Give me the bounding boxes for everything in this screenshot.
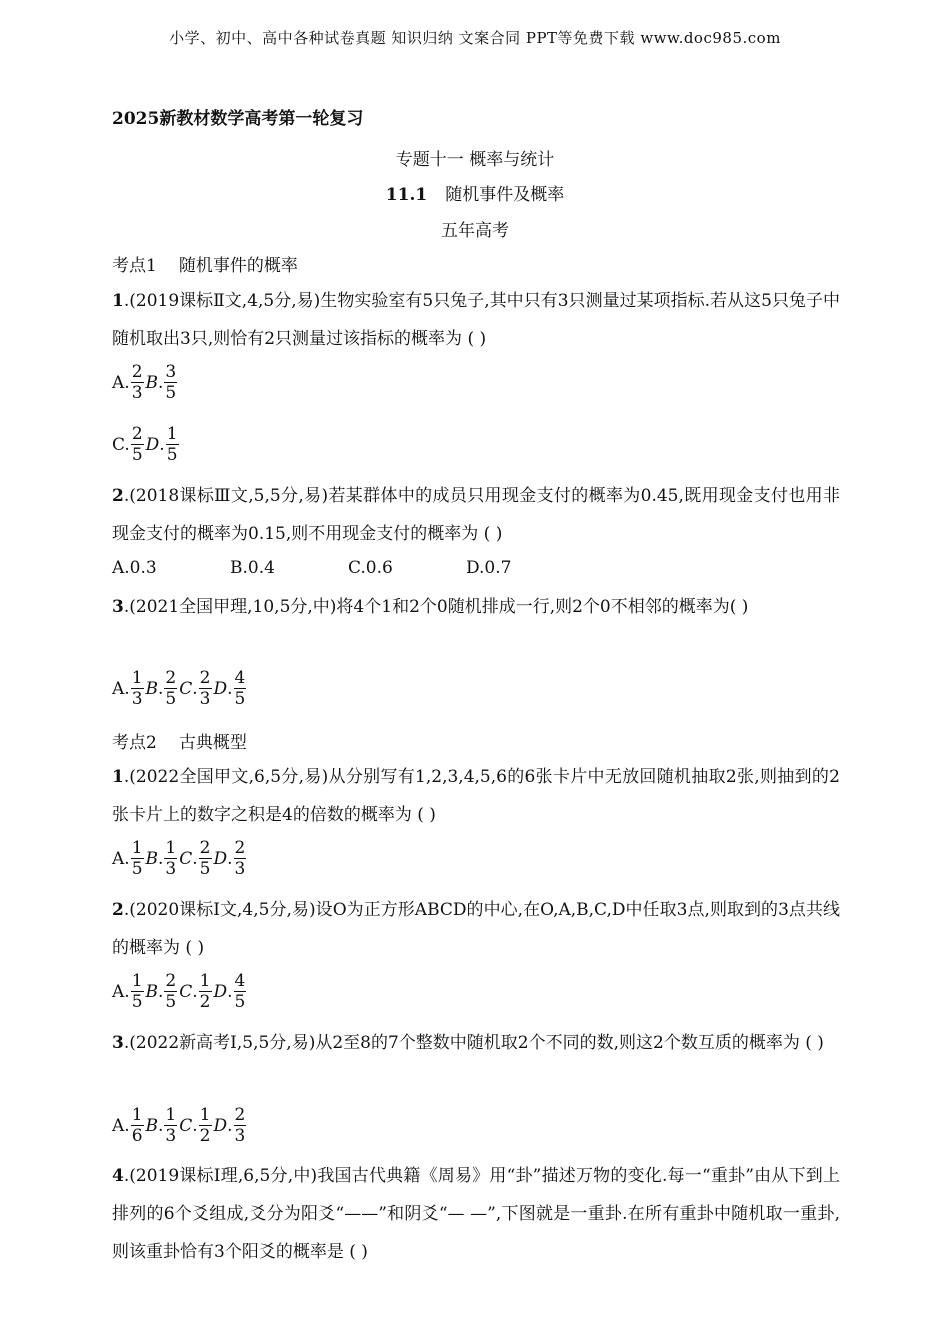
option-d-fraction: $\frac{4}{5}$ [234,971,246,1012]
question-2-3 [112,1024,840,1062]
option-d: D.0.7 [466,558,512,578]
document-title: 2025新教材数学高考第一轮复习 [112,109,364,129]
option-a-fraction: $\frac{1}{6}$ [131,1105,143,1146]
option-c-fraction: $\frac{1}{2}$ [199,971,211,1012]
subtopic-heading [0,180,950,205]
question-text: .(2019课标Ⅰ理,6,5分,中)我国古代典籍《周易》用“卦”描述万物的变化.每一“重卦”由从下到上排列的6个爻组成,爻分为阳爻“——”和阴爻“— —”,下图就是一重卦.在所有重卦中随机取一重卦,则该重卦恰有3个阳爻的概率是 ( ) [112,1166,840,1262]
option-d-fraction: $\frac{4}{5}$ [234,668,246,709]
option-c-fraction: $\frac{2}{5}$ [199,838,211,879]
subtopic-title: 随机事件及概率 [445,185,565,205]
options-row: A. $\frac{1}{6}$ B . $\frac{1}{3}$ C . $\frac{1}{2}$ D . $\frac{2}{3}$ [112,1105,246,1146]
option-a-fraction: $\frac{1}{5}$ [131,838,143,879]
section-heading-2 [112,728,247,753]
option-b-fraction: $\frac{2}{5}$ [165,668,177,709]
option-b: B.0.4 [230,558,275,578]
option-c-fraction: $\frac{2}{5}$ [131,424,143,465]
options-row: C. $\frac{2}{5}$ D . $\frac{1}{5}$ [112,424,178,465]
option-d-fraction: $\frac{2}{3}$ [234,838,246,879]
option-b-fraction: $\frac{1}{3}$ [165,1105,177,1146]
options-row [112,558,584,578]
question-2-1 [112,758,840,834]
question-text: .(2021全国甲理,10,5分,中)将4个1和2个0随机排成一行,则2个0不相邻的概率为( ) [123,597,749,617]
option-d-fraction: $\frac{1}{5}$ [166,424,178,465]
question-text: .(2020课标Ⅰ文,4,5分,易)设O为正方形ABCD的中心,在O,A,B,C,D中任取3点,则取到的3点共线的概率为 ( ) [112,900,840,958]
section-heading-1 [112,251,298,276]
options-row: A. $\frac{2}{3}$ B . $\frac{3}{5}$ [112,362,177,403]
question-number: 2 [112,900,124,920]
option-a-fraction: $\frac{1}{3}$ [131,668,143,709]
option-a-fraction: $\frac{1}{5}$ [131,971,143,1012]
question-2-2 [112,891,840,967]
option-c: C.0.6 [348,558,393,578]
options-row: A. $\frac{1}{5}$ B . $\frac{1}{3}$ C . $\frac{2}{5}$ D . $\frac{2}{3}$ [112,838,246,879]
topic-heading: 专题十一 概率与统计 [395,150,555,170]
section-title: 古典概型 [178,733,247,753]
question-text: .(2018课标Ⅲ文,5,5分,易)若某群体中的成员只用现金支付的概率为0.45,既用现金支付也用非现金支付的概率为0.15,则不用现金支付的概率为 ( ) [112,486,840,544]
question-text: .(2022新高考Ⅰ,5,5分,易)从2至8的7个整数中随机取2个不同的数,则这2个数互质的概率为 ( ) [123,1033,824,1053]
option-b-fraction: $\frac{3}{5}$ [165,362,177,403]
section-title: 随机事件的概率 [178,256,298,276]
question-number: 3 [112,1033,124,1053]
option-d-fraction: $\frac{2}{3}$ [234,1105,246,1146]
question-2-4 [112,1157,840,1271]
question-text: .(2022全国甲文,6,5分,易)从分别写有1,2,3,4,5,6的6张卡片中无放回随机抽取2张,则抽到的2张卡片上的数字之积是4的倍数的概率为 ( ) [112,767,840,825]
option-b-fraction: $\frac{2}{5}$ [165,971,177,1012]
option-a-fraction: $\frac{2}{3}$ [131,362,143,403]
question-number: 3 [112,597,124,617]
options-row: A. $\frac{1}{5}$ B . $\frac{2}{5}$ C . $\frac{1}{2}$ D . $\frac{4}{5}$ [112,971,246,1012]
options-row: A. $\frac{1}{3}$ B . $\frac{2}{5}$ C . $\frac{2}{3}$ D . $\frac{4}{5}$ [112,668,246,709]
option-c-fraction: $\frac{1}{2}$ [199,1105,211,1146]
option-c-fraction: $\frac{2}{3}$ [199,668,211,709]
question-number: 1 [112,291,124,311]
question-1-2 [112,477,840,553]
question-number: 4 [112,1166,124,1186]
question-1-3 [112,588,840,626]
question-number: 2 [112,486,124,506]
question-1-1 [112,282,840,358]
question-number: 1 [112,767,124,787]
section-label: 考点2 [112,733,157,753]
page-header: 小学、初中、高中各种试卷真题 知识归纳 文案合同 PPT等免费下载 www.doc985.com [169,29,781,47]
section-label: 考点1 [112,256,157,276]
sub-heading: 五年高考 [441,221,509,241]
subtopic-number: 11.1 [385,185,428,205]
option-a: A.0.3 [112,558,157,578]
option-b-fraction: $\frac{1}{3}$ [165,838,177,879]
question-text: .(2019课标Ⅱ文,4,5分,易)生物实验室有5只兔子,其中只有3只测量过某项指标.若从这5只兔子中随机取出3只,则恰有2只测量过该指标的概率为 ( ) [112,291,840,349]
